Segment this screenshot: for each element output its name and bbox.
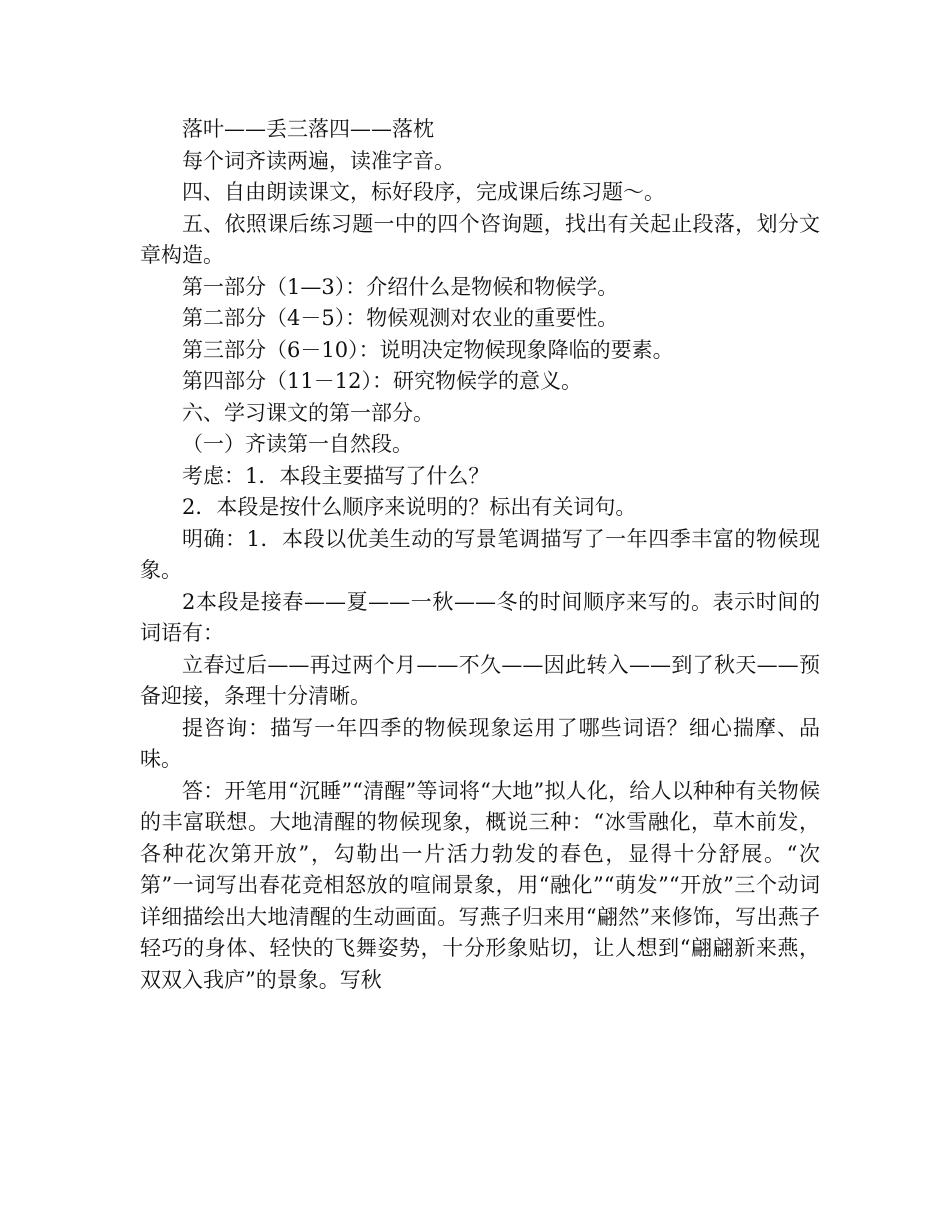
paragraph-long-answer: 答：开笔用“沉睡”“清醒”等词将“大地”拟人化，给人以种种有关物候的丰富联想。大地清醒的物候现象，概说三种：“冰雪融化，草木前发，各种花次第开放”，勾勒出一片活力勃发的春色，显得十分舒展。“次第”一词写出春花竞相怒放的喧闹景象，用“融化”“萌发”“开放”三个动词详细描绘出大地清醒的生动画面。写燕子归来用“翩然”来修饰，写出燕子轻巧的身体、轻快的飞舞姿势，十分形象贴切，让人想到“翩翩新来燕，双双入我庐”的景象。写秋: [140, 778, 820, 992]
paragraph-question-two: 2．本段是按什么顺序来说明的？标出有关词句。: [182, 495, 637, 519]
paragraph-reading-instruction: 每个词齐读两遍，读准字音。: [182, 148, 455, 173]
paragraph-answer-two: 2本段是接春——夏——一秋——冬的时间顺序来写的。表示时间的词语有：: [140, 589, 820, 645]
paragraph-part-three: 第三部分（6－10）：说明决定物候现象降临的要素。: [182, 337, 674, 362]
paragraph-part-two: 第二部分（4－5）：物候观测对农业的重要性。: [182, 306, 619, 330]
paragraph-step-four: 四、自由朗读课文，标好段序，完成课后练习题～。: [182, 180, 665, 204]
paragraph-question-one: 考虑：1．本段主要描写了什么？: [182, 463, 490, 488]
paragraph-step-five: 五、依照课后练习题一中的四个咨询题，找出有关起止段落，划分文章构造。: [140, 211, 820, 267]
paragraph-answer-one: 明确：1．本段以优美生动的写景笔调描写了一年四季丰富的物候现象。: [140, 526, 820, 582]
paragraph-subsection-one: （一）齐读第一自然段。: [182, 432, 413, 456]
document-page: [140, 114, 820, 996]
paragraph-prompt-question: 提咨询：描写一年四季的物候现象运用了哪些词语？细心揣摩、品味。: [140, 715, 820, 771]
paragraph-word-list: 落叶——丢三落四——落枕: [182, 117, 434, 141]
paragraph-time-words: 立春过后——再过两个月——不久——因此转入——到了秋天——预备迎接，条理十分清晰。: [140, 652, 820, 708]
paragraph-step-six: 六、学习课文的第一部分。: [182, 400, 434, 425]
paragraph-part-one: 第一部分（1—3）：介绍什么是物候和物候学。: [182, 274, 619, 299]
paragraph-part-four: 第四部分（11－12）：研究物候学的意义。: [182, 369, 582, 393]
